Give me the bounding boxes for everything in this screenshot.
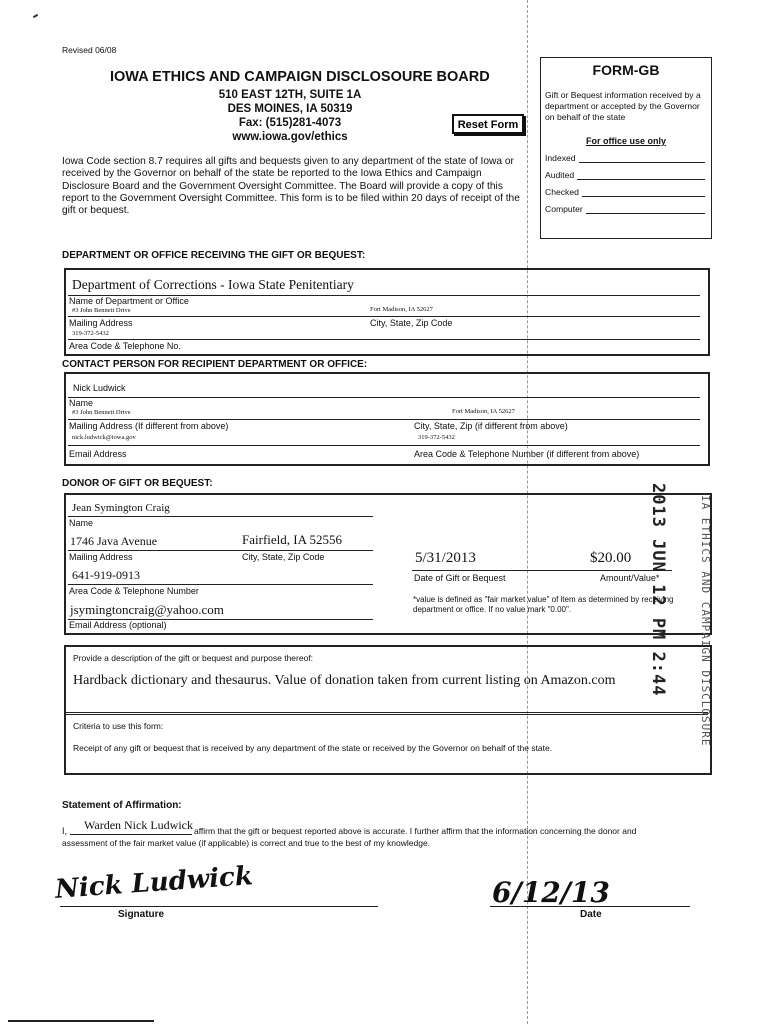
form-code: FORM-GB — [592, 62, 660, 78]
contact-city-label: City, State, Zip (if different from above) — [414, 421, 568, 431]
office-use-label: For office use only — [585, 136, 666, 146]
form-description: Gift or Bequest information received by a department or accepted by the Governor on behalf of the state — [545, 90, 701, 122]
donor-name-value[interactable]: Jean Symington Craig — [72, 502, 170, 514]
indexed-field[interactable] — [545, 146, 705, 163]
contact-mailing-label: Mailing Address (If different from above) — [69, 421, 229, 431]
board-title: IOWA ETHICS AND CAMPAIGN DISCLOSOURE BOARD — [110, 69, 490, 85]
computer-label: Computer — [545, 204, 583, 214]
reset-form-button[interactable]: Reset Form — [452, 114, 524, 134]
contact-mailing-value[interactable]: #3 John Bennett Drive — [72, 409, 131, 416]
description-value[interactable]: Hardback dictionary and thesaurus. Value of donation taken from current listing on Amazon.com — [73, 673, 616, 688]
criteria-text: Receipt of any gift or bequest that is received by any department of the state or received by the Governor on behalf of the state. — [73, 743, 553, 753]
department-mailing-value[interactable]: #3 John Bennett Drive — [72, 307, 131, 314]
contact-heading: CONTACT PERSON FOR RECIPIENT DEPARTMENT OR OFFICE: — [62, 359, 368, 370]
gift-amount-label: Amount/Value* — [600, 573, 660, 583]
website: www.iowa.gov/ethics — [232, 131, 348, 143]
donor-city-value[interactable]: Fairfield, IA 52556 — [242, 532, 343, 547]
address-line-1: 510 EAST 12TH, SUITE 1A — [218, 89, 362, 101]
department-city-value[interactable]: Fort Madison, IA 52627 — [370, 306, 433, 313]
audited-field[interactable] — [545, 163, 705, 180]
criteria-label: Criteria to use this form: — [73, 721, 164, 731]
donor-email-label: Email Address (optional) — [69, 620, 167, 630]
affirmation-text-line1: affirm that the gift or bequest reported above is accurate. I further affirm that the information concerning the donor and — [194, 826, 637, 836]
scan-edge-mark — [8, 1020, 154, 1022]
indexed-label: Indexed — [545, 153, 576, 163]
department-city-label: City, State, Zip Code — [370, 318, 453, 328]
contact-name-value[interactable]: Nick Ludwick — [73, 383, 126, 393]
description-section — [64, 645, 712, 775]
contact-phone-label: Area Code & Telephone Number (if different from above) — [414, 449, 640, 459]
office-use-box — [540, 57, 712, 239]
audited-label: Audited — [545, 170, 575, 180]
checked-field[interactable] — [545, 180, 705, 197]
department-phone-label: Area Code & Telephone No. — [69, 341, 181, 351]
donor-name-label: Name — [69, 518, 94, 528]
department-mailing-label: Mailing Address — [69, 318, 133, 328]
donor-city-label: City, State, Zip Code — [242, 552, 325, 562]
contact-phone-value[interactable]: 319-372-5432 — [418, 434, 455, 441]
computer-field[interactable] — [545, 197, 705, 214]
signature-value[interactable]: Nick Ludwick — [54, 861, 254, 905]
donor-phone-value[interactable]: 641-919-0913 — [72, 568, 140, 582]
signature-date-label: Date — [580, 909, 602, 920]
fair-market-value-note: *value is defined as "fair market value" of item as determined by receiving department or office. If no value mark "0.00". — [413, 595, 674, 614]
affirmation-text-line2: assessment of the fair market value (if applicable) is correct and true to the best of my knowledge. — [62, 838, 431, 848]
agency-stamp: IA ETHICS AND CAMPAIGN DISCLOSURE — [699, 495, 712, 747]
donor-phone-label: Area Code & Telephone Number — [69, 586, 199, 596]
department-phone-value[interactable]: 319-372-5432 — [72, 330, 109, 337]
affirmation-i-label: I, — [62, 826, 68, 836]
signature-date-value[interactable]: 6/12/13 — [492, 876, 610, 909]
contact-email-value[interactable]: nick.ludwick@iowa.gov — [72, 434, 136, 441]
scan-speck — [33, 14, 38, 18]
donor-heading: DONOR OF GIFT OR BEQUEST: — [62, 478, 213, 489]
signature-label: Signature — [118, 909, 165, 920]
department-heading: DEPARTMENT OR OFFICE RECEIVING THE GIFT OR BEQUEST: — [62, 250, 366, 261]
fax-number: Fax: (515)281-4073 — [238, 117, 342, 129]
donor-mailing-label: Mailing Address — [69, 552, 133, 562]
gift-date-label: Date of Gift or Bequest — [414, 573, 506, 583]
contact-name-label: Name — [69, 398, 94, 408]
intro-paragraph: Iowa Code section 8.7 requires all gifts and bequests given to any department of the state of Iowa or received by the Governor on behalf of the state be reported to the Iowa Ethics and Campaign Disclosure Board and the Government Oversight Committee. The Board will provide a copy of this report to the Government Oversight Committee. This form is to be filed within 20 days of receipt of the gift or bequest. — [62, 156, 520, 217]
contact-email-label: Email Address — [69, 449, 127, 459]
department-name-label: Name of Department or Office — [69, 296, 189, 306]
board-address — [150, 88, 430, 144]
revision-note: Revised 06/08 — [62, 45, 117, 55]
contact-city-value[interactable]: Fort Madison, IA 52627 — [452, 408, 515, 415]
donor-mailing-value[interactable]: 1746 Java Avenue — [70, 534, 158, 548]
affirmant-name-value[interactable]: Warden Nick Ludwick — [84, 818, 193, 832]
department-name-value[interactable]: Department of Corrections - Iowa State Penitentiary — [72, 277, 354, 292]
address-line-2: DES MOINES, IA 50319 — [227, 103, 353, 115]
checked-label: Checked — [545, 187, 579, 197]
gift-amount-value[interactable]: $20.00 — [590, 550, 632, 566]
received-date-stamp: 2013 JUN 12 PM 2:44 — [648, 483, 668, 697]
affirmation-heading: Statement of Affirmation: — [62, 800, 182, 811]
donor-email-value[interactable]: jsymingtoncraig@yahoo.com — [70, 602, 224, 617]
description-prompt: Provide a description of the gift or bequest and purpose thereof: — [73, 653, 314, 663]
gift-date-value[interactable]: 5/31/2013 — [415, 550, 476, 566]
